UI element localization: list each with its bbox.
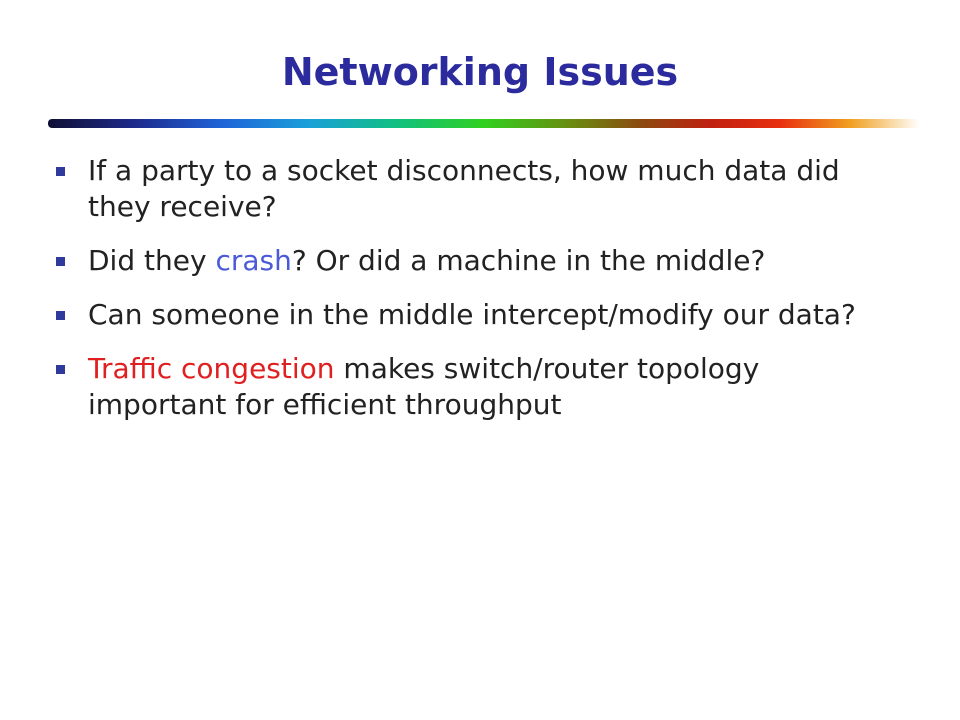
- bullet-square-icon: [56, 257, 65, 266]
- title-divider: [48, 119, 920, 128]
- bullet-item: [54, 243, 894, 279]
- bullet-square-icon: [56, 311, 65, 320]
- bullet-item: [54, 297, 894, 333]
- bullet-text: makes switch/router topology important for efficient throughput: [88, 352, 760, 421]
- bullet-square-icon: [56, 365, 65, 374]
- bullet-text: Did they: [88, 244, 216, 277]
- bullet-item: [54, 351, 894, 423]
- bullet-text: ? Or did a machine in the middle?: [291, 244, 766, 277]
- bullet-text: Can someone in the middle intercept/modify our data?: [88, 298, 856, 331]
- highlight-crash: crash: [215, 244, 292, 277]
- bullet-item: [54, 153, 894, 225]
- bullet-square-icon: [56, 167, 65, 176]
- bullet-list: [54, 153, 894, 441]
- highlight-traffic-congestion: Traffic congestion: [88, 352, 335, 385]
- slide-title: Networking Issues: [281, 50, 679, 94]
- bullet-text: If a party to a socket disconnects, how much data did they receive?: [88, 154, 840, 223]
